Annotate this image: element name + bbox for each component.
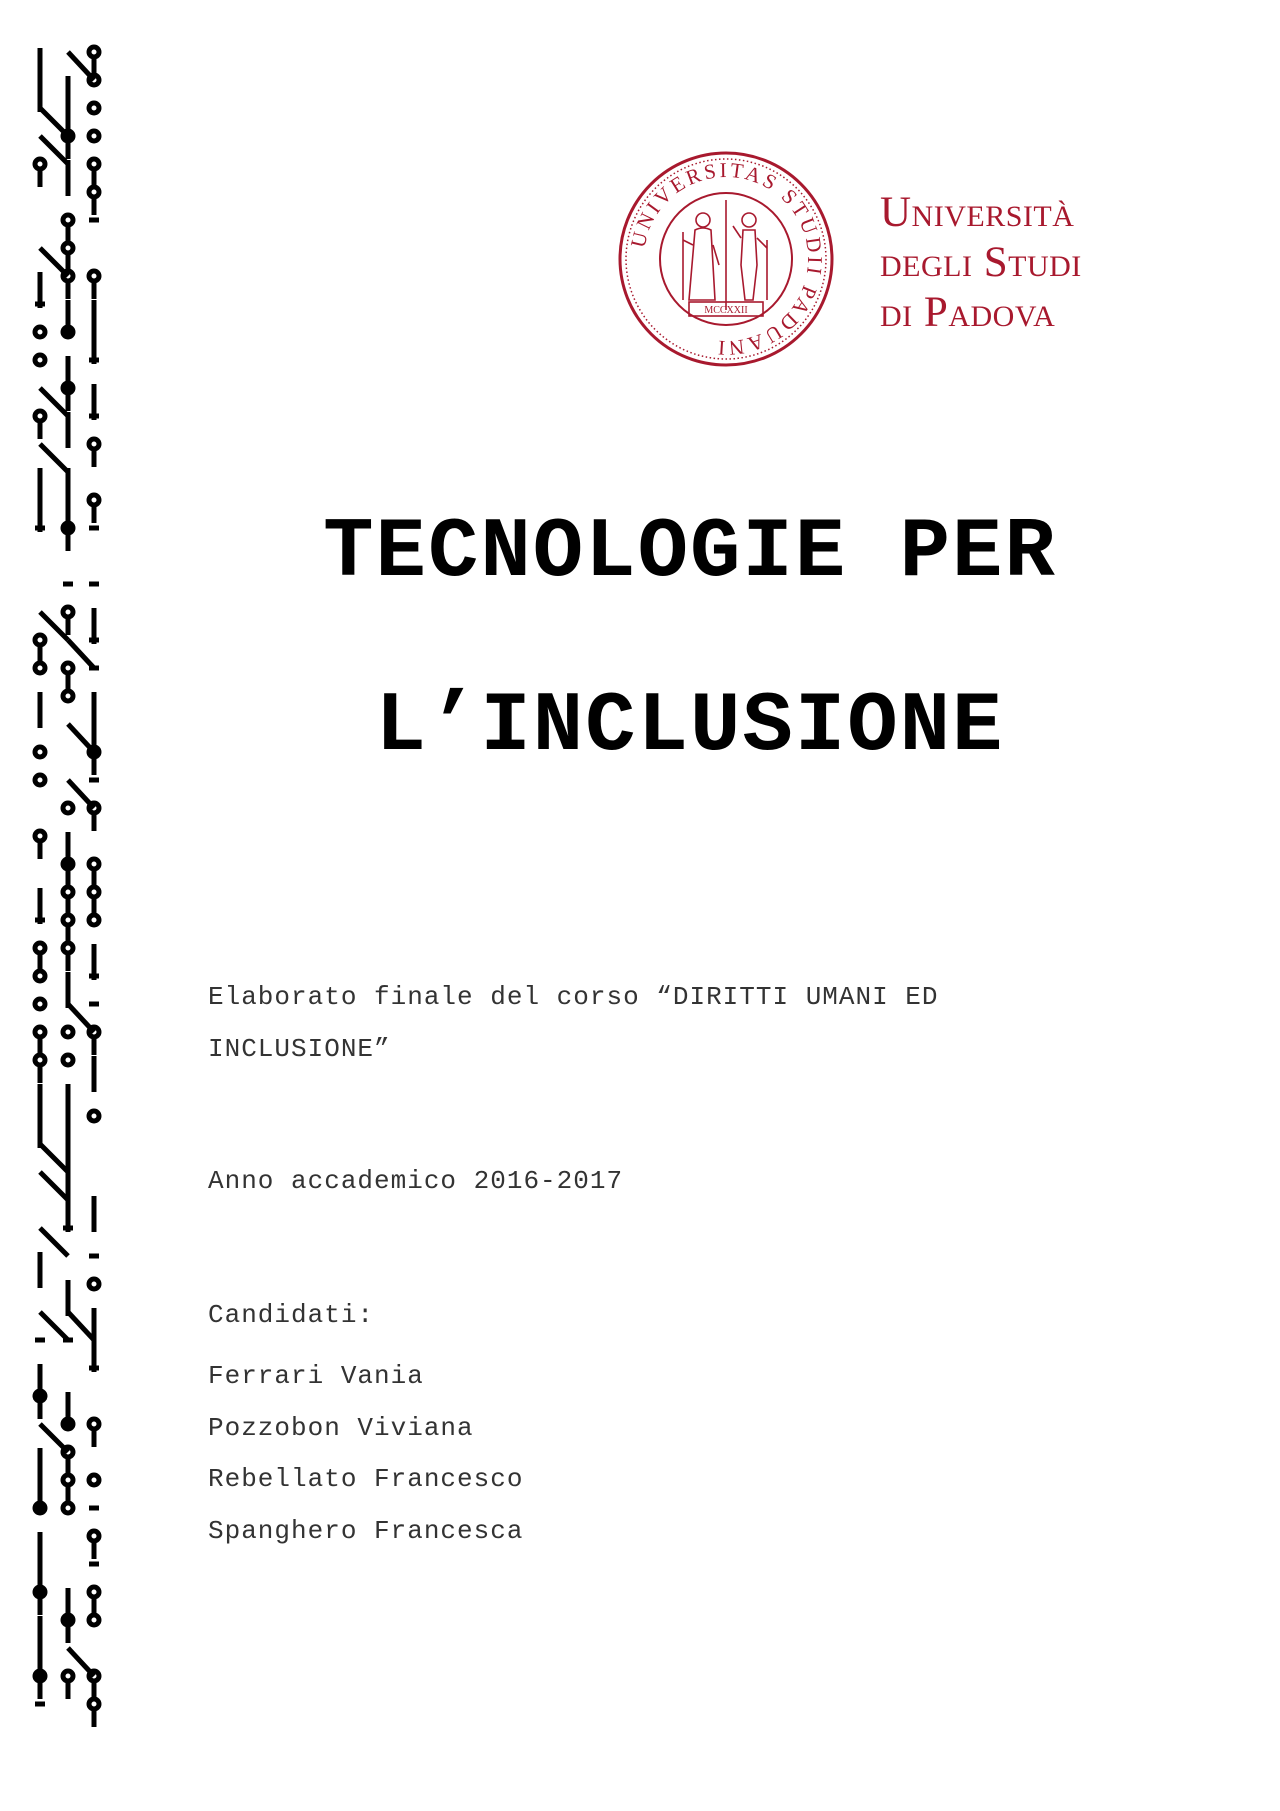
circuit-node	[89, 1475, 99, 1485]
circuit-node	[63, 1055, 73, 1065]
circuit-node	[89, 1587, 99, 1597]
circuit-node	[89, 915, 99, 925]
seal-year: MCCXXII	[704, 305, 748, 316]
circuit-board-border-icon	[28, 40, 108, 1740]
candidate-name: Ferrari Vania	[208, 1361, 424, 1391]
university-seal-logo	[617, 150, 835, 368]
circuit-trace	[68, 1312, 94, 1340]
circuit-node	[35, 943, 45, 953]
circuit-node	[63, 691, 73, 701]
course-description-line-1: Elaborato finale del corso “DIRITTI UMANI ED	[208, 982, 939, 1012]
circuit-node	[89, 131, 99, 141]
circuit-node	[89, 859, 99, 869]
circuit-node	[89, 159, 99, 169]
circuit-node	[35, 831, 45, 841]
circuit-node	[89, 1279, 99, 1289]
academic-year: Anno accademico 2016-2017	[208, 1166, 624, 1196]
university-name	[880, 188, 1082, 338]
circuit-node	[63, 887, 73, 897]
circuit-node	[35, 355, 45, 365]
course-description-line-2: INCLUSIONE”	[208, 1034, 391, 1064]
circuit-node	[35, 971, 45, 981]
candidates-label: Candidati:	[208, 1300, 375, 1330]
circuit-node	[35, 635, 45, 645]
circuit-node	[35, 327, 45, 337]
circuit-node	[63, 1503, 73, 1513]
circuit-node	[89, 187, 99, 197]
university-name-line-1: Università	[880, 189, 1075, 236]
circuit-node	[63, 607, 73, 617]
document-title-line-2: L’INCLUSIONE	[375, 680, 1005, 775]
circuit-node	[35, 411, 45, 421]
circuit-trace	[40, 1144, 68, 1172]
circuit-trace	[40, 1172, 68, 1200]
circuit-node	[35, 747, 45, 757]
candidate-name: Pozzobon Viviana	[208, 1412, 474, 1443]
circuit-node	[89, 1531, 99, 1541]
candidate-name: Rebellato Francesco	[208, 1464, 524, 1494]
candidate-name: Spanghero Francesca	[208, 1515, 524, 1546]
circuit-node	[63, 663, 73, 673]
circuit-node	[89, 1419, 99, 1429]
university-name-line-3: di Padova	[880, 289, 1056, 336]
circuit-node	[35, 1055, 45, 1065]
seal-text: UNIVERSITAS STUDII PADUANI	[625, 157, 828, 361]
candidates-list	[208, 1351, 523, 1557]
circuit-trace	[40, 444, 68, 472]
circuit-node	[89, 495, 99, 505]
circuit-node	[89, 1699, 99, 1709]
circuit-node	[35, 159, 45, 169]
document-title-line-1: TECNOLOGIE PER	[323, 506, 1057, 601]
circuit-node	[63, 943, 73, 953]
circuit-node	[35, 775, 45, 785]
circuit-node	[89, 1615, 99, 1625]
circuit-node	[35, 1027, 45, 1037]
circuit-node	[89, 47, 99, 57]
circuit-trace	[40, 1228, 68, 1256]
circuit-node	[63, 215, 73, 225]
circuit-node	[89, 103, 99, 113]
circuit-node	[35, 999, 45, 1009]
circuit-node	[89, 1111, 99, 1121]
circuit-node	[89, 887, 99, 897]
circuit-node	[63, 915, 73, 925]
circuit-node	[89, 439, 99, 449]
circuit-node	[63, 1027, 73, 1037]
circuit-node	[89, 271, 99, 281]
circuit-node	[63, 803, 73, 813]
university-name-line-2: degli Studi	[880, 239, 1082, 286]
circuit-node	[35, 663, 45, 673]
circuit-node	[63, 1671, 73, 1681]
circuit-node	[63, 1475, 73, 1485]
circuit-node	[63, 243, 73, 253]
circuit-trace	[40, 1312, 68, 1340]
